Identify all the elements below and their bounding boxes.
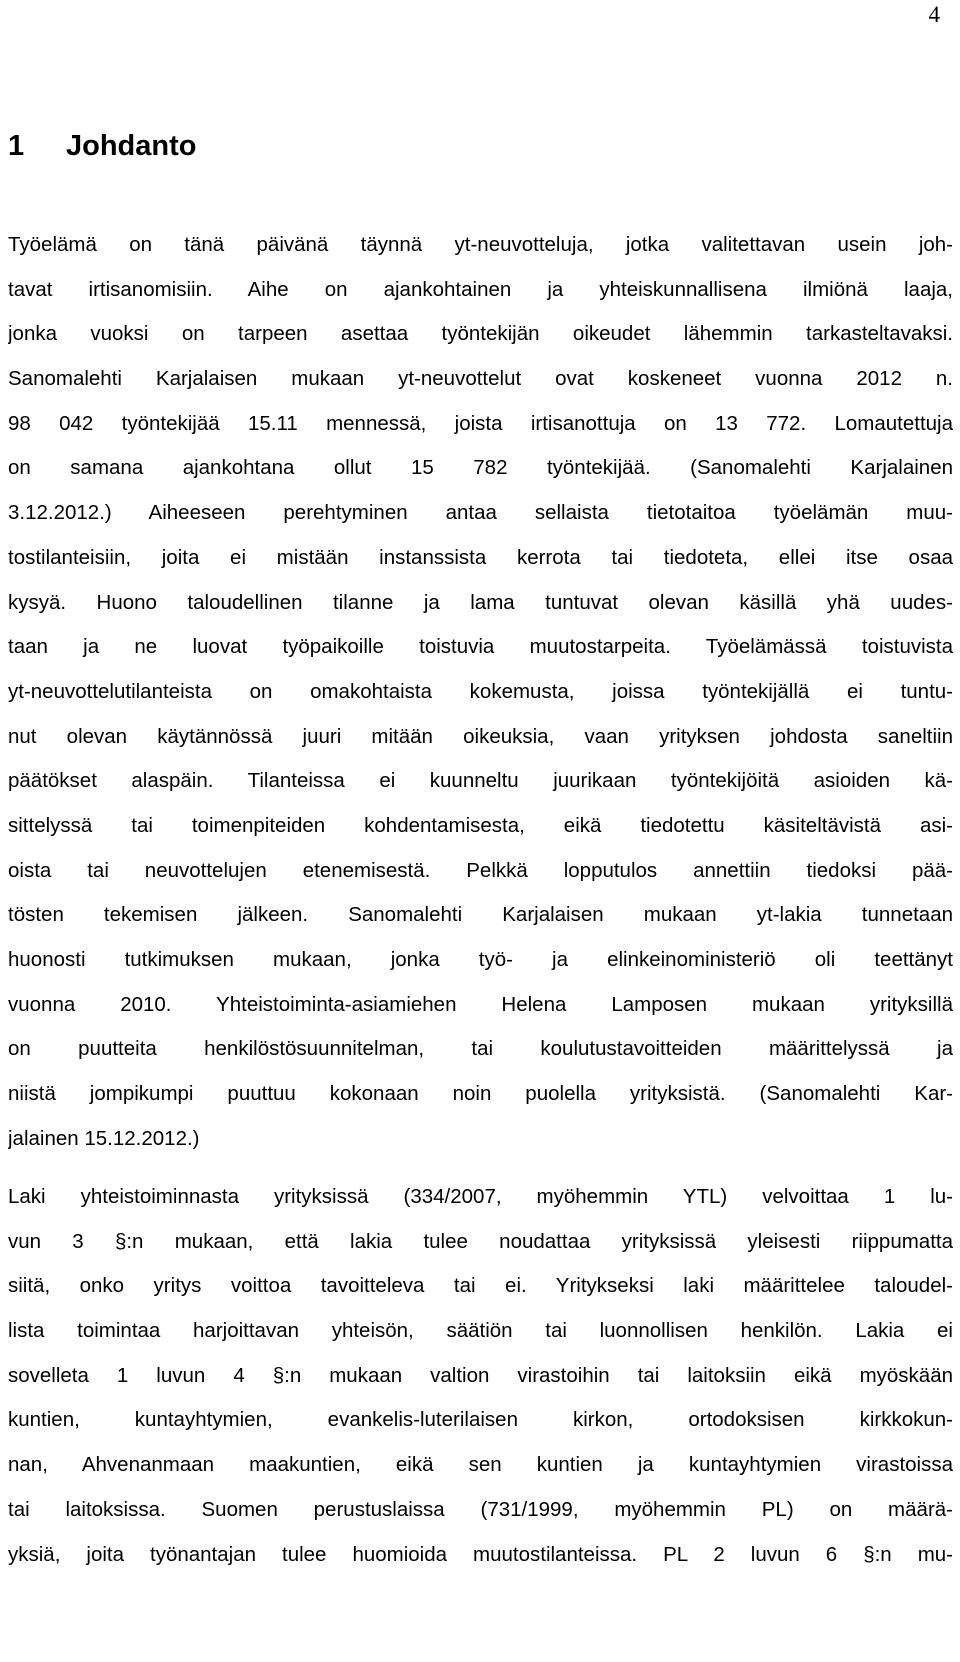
text-line: vuonna 2010. Yhteistoiminta-asiamiehen Helena Lamposen mukaan yrityksillä: [8, 992, 953, 1016]
text-line: yt-neuvottelutilanteista on omakohtaista kokemusta, joissa työntekijällä ei tuntu-: [8, 679, 953, 703]
text-line: on samana ajankohtana ollut 15 782 työntekijää. (Sanomalehti Karjalainen: [8, 456, 953, 480]
text-line: Työelämä on tänä päivänä täynnä yt-neuvotteluja, jotka valitettavan usein joh-: [8, 233, 953, 256]
text-line: sittelyssä tai toimenpiteiden kohdentamisesta, eikä tiedotettu käsiteltävistä asi-: [8, 813, 953, 837]
text-line: kysyä. Huono taloudellinen tilanne ja lama tuntuvat olevan käsillä yhä uudes-: [8, 590, 953, 614]
text-line: Laki yhteistoiminnasta yrityksissä (334/2007, myöhemmin YTL) velvoittaa 1 lu-: [8, 1185, 953, 1208]
text-line: oista tai neuvottelujen etenemisestä. Pelkkä lopputulos annettiin tiedoksi pää-: [8, 858, 953, 882]
text-line: lista toimintaa harjoittavan yhteisön, säätiön tai luonnollisen henkilön. Lakia ei: [8, 1319, 953, 1343]
text-line: tai laitoksissa. Suomen perustuslaissa (731/1999, myöhemmin PL) on määrä-: [8, 1497, 953, 1521]
text-line: tavat irtisanomisiin. Aihe on ajankohtainen ja yhteiskunnallisena ilmiönä laaja,: [8, 277, 953, 301]
text-line: yksiä, joita työnantajan tulee huomioida muutostilanteissa. PL 2 luvun 6 §:n mu-: [8, 1542, 953, 1566]
chapter-heading: [8, 128, 197, 164]
text-line: taan ja ne luovat työpaikoille toistuvia muutostarpeita. Työelämässä toistuvista: [8, 635, 953, 659]
text-line: 3.12.2012.) Aiheeseen perehtyminen antaa sellaista tietotaitoa työelämän muu-: [8, 501, 953, 525]
text-line: huonosti tutkimuksen mukaan, jonka työ- ja elinkeinoministeriö oli teettänyt: [8, 948, 953, 971]
text-line: sovelleta 1 luvun 4 §:n mukaan valtion virastoihin tai laitoksiin eikä myöskään: [8, 1363, 953, 1387]
paragraph-legislation: [8, 1175, 953, 1577]
text-line: jonka vuoksi on tarpeen asettaa työntekijän oikeudet lähemmin tarkasteltavaksi.: [8, 322, 953, 346]
text-line: tösten tekemisen jälkeen. Sanomalehti Karjalaisen mukaan yt-lakia tunnetaan: [8, 903, 953, 927]
text-line: nut olevan käytännössä juuri mitään oikeuksia, vaan yrityksen johdosta saneltiin: [8, 724, 953, 748]
text-line: nan, Ahvenanmaan maakuntien, eikä sen kuntien ja kuntayhtymien virastoissa: [8, 1453, 953, 1477]
text-line: 98 042 työntekijää 15.11 mennessä, joista irtisanottuja on 13 772. Lomautettuja: [8, 411, 953, 435]
page-number: 4: [928, 2, 940, 27]
text-line: vun 3 §:n mukaan, että lakia tulee noudattaa yrityksissä yleisesti riippumatta: [8, 1229, 953, 1253]
text-line: tostilanteisiin, joita ei mistään instanssista kerrota tai tiedoteta, ellei itse osaa: [8, 545, 953, 569]
text-line: jalainen 15.12.2012.): [8, 1126, 200, 1150]
paragraph-introduction: [8, 223, 953, 1161]
text-line: kuntien, kuntayhtymien, evankelis-luterilaisen kirkon, ortodoksisen kirkkokun-: [8, 1408, 953, 1432]
chapter-title: Johdanto: [66, 130, 197, 162]
text-line: päätökset alaspäin. Tilanteissa ei kuunneltu juurikaan työntekijöitä asioiden kä-: [8, 769, 953, 793]
text-line: siitä, onko yritys voittoa tavoitteleva tai ei. Yritykseksi laki määrittelee taloudel-: [8, 1274, 953, 1298]
text-line: on puutteita henkilöstösuunnitelman, tai koulutustavoitteiden määrittelyssä ja: [8, 1037, 953, 1061]
text-line: niistä jompikumpi puuttuu kokonaan noin puolella yrityksistä. (Sanomalehti Kar-: [8, 1082, 953, 1106]
text-line: Sanomalehti Karjalaisen mukaan yt-neuvottelut ovat koskeneet vuonna 2012 n.: [8, 367, 953, 391]
chapter-number: 1: [8, 130, 25, 162]
